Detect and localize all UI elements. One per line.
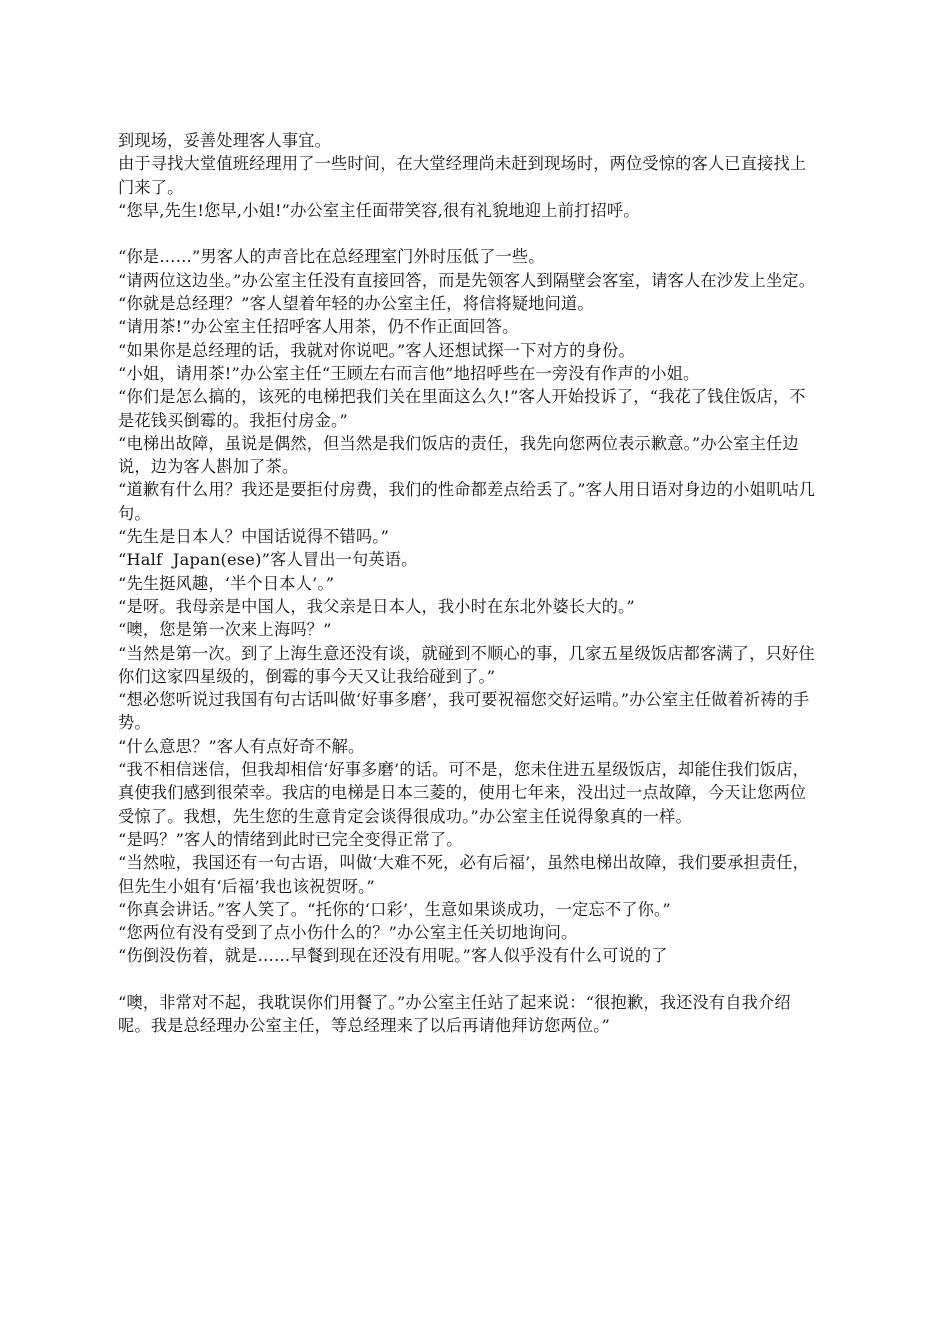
paragraph: “先生挺风趣，‘半个日本人’。” (118, 573, 335, 593)
paragraph: “小姐，请用茶!”办公室主任“王顾左右而言他”地招呼些在一旁没有作声的小姐。 (118, 363, 700, 383)
paragraph: “当然是第一次。到了上海生意还没有谈，就碰到不顺心的事，几家五星级饭店都客满了，只好住你们这家四星级的，倒霉的事今天又让我给碰到了。” (118, 643, 815, 686)
paragraph: “电梯出故障，虽说是偶然，但当然是我们饭店的责任，我先向您两位表示歉意。”办公室主任边说，边为客人斟加了茶。 (118, 433, 799, 477)
paragraph: “您两位有没有受到了点小伤什么的？”办公室主任关切地询问。 (118, 923, 578, 943)
paragraph: “你们是怎么搞的，该死的电梯把我们关在里面这么久!”客人开始投诉了，“我花了钱住饭店，不是花钱买倒霉的。我拒付房金。” (118, 387, 806, 430)
blank-line (118, 968, 818, 991)
paragraph: “请两位这边坐。”办公室主任没有直接回答，而是先领客人到隔壁会客室，请客人在沙发上坐定。 (118, 270, 816, 290)
paragraph: “当然啦，我国还有一句古语，叫做‘大难不死，必有后福’，虽然电梯出故障，我们要承担责任，但先生小姐有‘后福’我也该祝贺呀。” (118, 853, 810, 896)
paragraph: “噢，非常对不起，我耽误你们用餐了。”办公室主任站了起来说：“很抱歉，我还没有自我介绍呢。我是总经理办公室主任，等总经理来了以后再请他拜访您两位。” (118, 992, 791, 1036)
paragraph: 到现场，妥善处理客人事宜。 (118, 131, 332, 150)
paragraph: “先生是日本人？中国话说得不错吗。” (118, 527, 390, 547)
paragraph: “什么意思？”客人有点好奇不解。 (118, 736, 365, 756)
paragraph: “Half Japan(ese)”客人冒出一句英语。 (118, 550, 418, 570)
paragraph: “是呀。我母亲是中国人，我父亲是日本人，我小时在东北外婆长大的。” (118, 596, 635, 616)
paragraph: “是吗？”客人的情绪到此时已完全变得正常了。 (118, 829, 463, 849)
paragraph: “我不相信迷信，但我却相信‘好事多磨’的话。可不是，您未住进五星级饭店，却能住我们饭店，真使我们感到很荣幸。我店的电梯是日本三菱的，使用七年来，没出过一点故障，今天让您两位受惊了。我想，先生您的生意肯定会谈得很成功。”办公室主任说得象真的一样。 (118, 760, 810, 826)
paragraph: “请用茶!”办公室主任招呼客人用茶，仍不作正面回答。 (118, 317, 519, 337)
paragraph: 由于寻找大堂值班经理用了一些时间，在大堂经理尚未赶到现场时，两位受惊的客人已直接找上门来了。 (118, 154, 807, 197)
paragraph: “你是……”男客人的声音比在总经理室门外时压低了一些。 (118, 247, 545, 267)
body-text (118, 129, 818, 1038)
blank-line (118, 222, 818, 245)
paragraph: “想必您听说过我国有句古话叫做‘好事多磨’，我可要祝福您交好运啃。”办公室主任做着祈祷的手势。 (118, 690, 810, 733)
paragraph: “道歉有什么用？我还是要拒付房费，我们的性命都差点给丢了。”客人用日语对身边的小姐叽咕几句。 (118, 480, 816, 523)
paragraph: “您早,先生!您早,小姐!”办公室主任面带笑容,很有礼貌地迎上前打招呼。 (118, 200, 640, 220)
paragraph: “噢，您是第一次来上海吗？” (118, 620, 332, 640)
paragraph: “如果你是总经理的话，我就对你说吧。”客人还想试探一下对方的身份。 (118, 340, 635, 360)
paragraph: “你就是总经理？”客人望着年轻的办公室主任，将信将疑地问道。 (118, 294, 594, 314)
paragraph: “伤倒没伤着，就是……早餐到现在还没有用呢。”客人似乎没有什么可说的了 (118, 946, 668, 966)
paragraph: “你真会讲话。”客人笑了。“托你的‘口彩’，生意如果谈成功，一定忘不了你。” (118, 899, 671, 919)
